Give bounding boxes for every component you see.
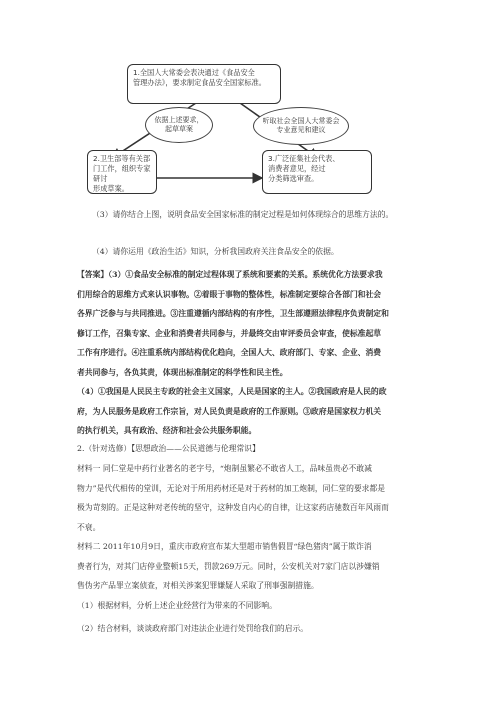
- answer-4: [77, 382, 447, 441]
- box-step-1: [127, 64, 281, 104]
- box-step-1-line-2: 管理办法》，要求制定食品安全国家标准。: [133, 78, 266, 87]
- box-step-2-line-2: 门工作，组织专家研讨: [93, 164, 151, 183]
- answer-label: 【答案】: [77, 270, 109, 279]
- answer-3-line-2: 们用综合的思维方式来认识事物。②着眼于事物的整体性，标准制定要综合各部门和社会: [77, 289, 382, 299]
- material-2-line-3: 售伪劣产品罪立案侦查，对相关涉案犯罪嫌疑人采取了刑事强制措施。: [77, 581, 319, 590]
- box-step-1-line-1: 1.全国人大常委会表决通过《食品安全: [133, 68, 255, 77]
- material-2: [77, 537, 447, 596]
- material-1-line-2: 物力”是代代相传的堂训，无论对于所用药材还是对于药材的加工炮制，同仁堂的要求都是: [77, 483, 386, 493]
- answer-3-line-1: [77, 265, 447, 285]
- ellipse-left-line-2: 起草草案: [165, 125, 193, 133]
- box-step-3: [262, 150, 372, 194]
- flow-diagram: [0, 0, 500, 205]
- material-1-line-1: 材料一 同仁堂是中药行业著名的老字号，“炮制虽繁必不敢省人工，品味虽贵必不敢减: [77, 464, 372, 473]
- sub-question-1: （1）根据材料，分析上述企业经营行为带来的不同影响。: [77, 601, 277, 610]
- ellipse-right-line-1: 听取社会全国人大常委会: [262, 116, 340, 125]
- sub-question-2: （2）结合材料，谈谈政府部门对违法企业进行处罚给我们的启示。: [77, 624, 309, 633]
- material-1: [77, 459, 447, 537]
- answer-3-line-3: 各界广泛参与与共同推进。③注重遵循内部结构的有序性，卫生部遵照法律程序负责制定和: [77, 309, 389, 318]
- answer-3-line-5: 工作有序进行。④注重系统内部结构优化趋向，全国人大、政府部门、专家、企业、消费: [77, 348, 382, 357]
- ellipse-left: [145, 107, 213, 143]
- answer-3-line-1-text: （3）①食品安全标准的制定过程体现了系统和要素的关系。系统优化方法要求我: [108, 270, 383, 279]
- material-1-line-3: 极为苛刻的。正是这种对老传统的坚守，这种发自内心的自律，让这家药店驰数百年风雨而: [77, 503, 389, 512]
- section-2-heading: 2.（针对选修）【思想政治——公民道德与伦理常识】: [77, 444, 260, 453]
- answer-4-line-3: 的执行机关，具有政治、经济和社会公共服务职能。: [77, 426, 257, 435]
- box-step-3-line-3: 分类筛选审查。: [268, 174, 319, 183]
- question-4: （4）请你运用《政治生活》知识，分析我国政府关注食品安全的依据。: [92, 247, 339, 256]
- box-step-2-line-3: 形成草案。: [93, 184, 129, 193]
- box-step-2: [87, 150, 157, 194]
- question-3: （3）请你结合上图，说明食品安全国家标准的制定过程是如何体现综合的思维方法的。: [92, 210, 394, 219]
- material-2-line-2: 费者行为，对其门店停业整顿15天，罚款269万元。同时，公安机关对7家门店以涉嫌销: [77, 561, 380, 571]
- answer-4-line-1: （4）①我国是人民民主专政的社会主义国家，人民是国家的主人。②我国政府是人民的政: [77, 387, 387, 396]
- ellipse-right: [253, 107, 349, 145]
- answer-3-line-4: 修订工作，召集专家、企业和消费者共同参与，并最终交由审评委员会审查，使标准起草: [77, 328, 382, 338]
- answer-3: [77, 265, 447, 382]
- box-step-3-line-2: 消费者意见，经过: [268, 164, 326, 173]
- ellipse-right-line-2: 专业意见和建议: [276, 126, 326, 134]
- box-step-3-line-1: 3.广泛征集社会代表、: [268, 154, 340, 163]
- answer-4-line-2: 府，为人民服务是政府工作宗旨，对人民负责是政府的工作原则。③政府是国家权力机关: [77, 406, 382, 416]
- box-step-2-line-1: 2.卫生部等有关部: [93, 154, 151, 163]
- ellipse-left-line-1: 依据上述要求，: [154, 115, 204, 124]
- material-2-line-1: 材料二 2011年10月9日，重庆市政府宣布某大型超市销售假冒“绿色猪肉”属于欺诈消: [77, 542, 372, 551]
- answer-3-line-6: 者共同参与，各负其责，体现出标准制定的科学性和民主性。: [77, 367, 288, 377]
- material-1-line-4: 不衰。: [77, 522, 101, 532]
